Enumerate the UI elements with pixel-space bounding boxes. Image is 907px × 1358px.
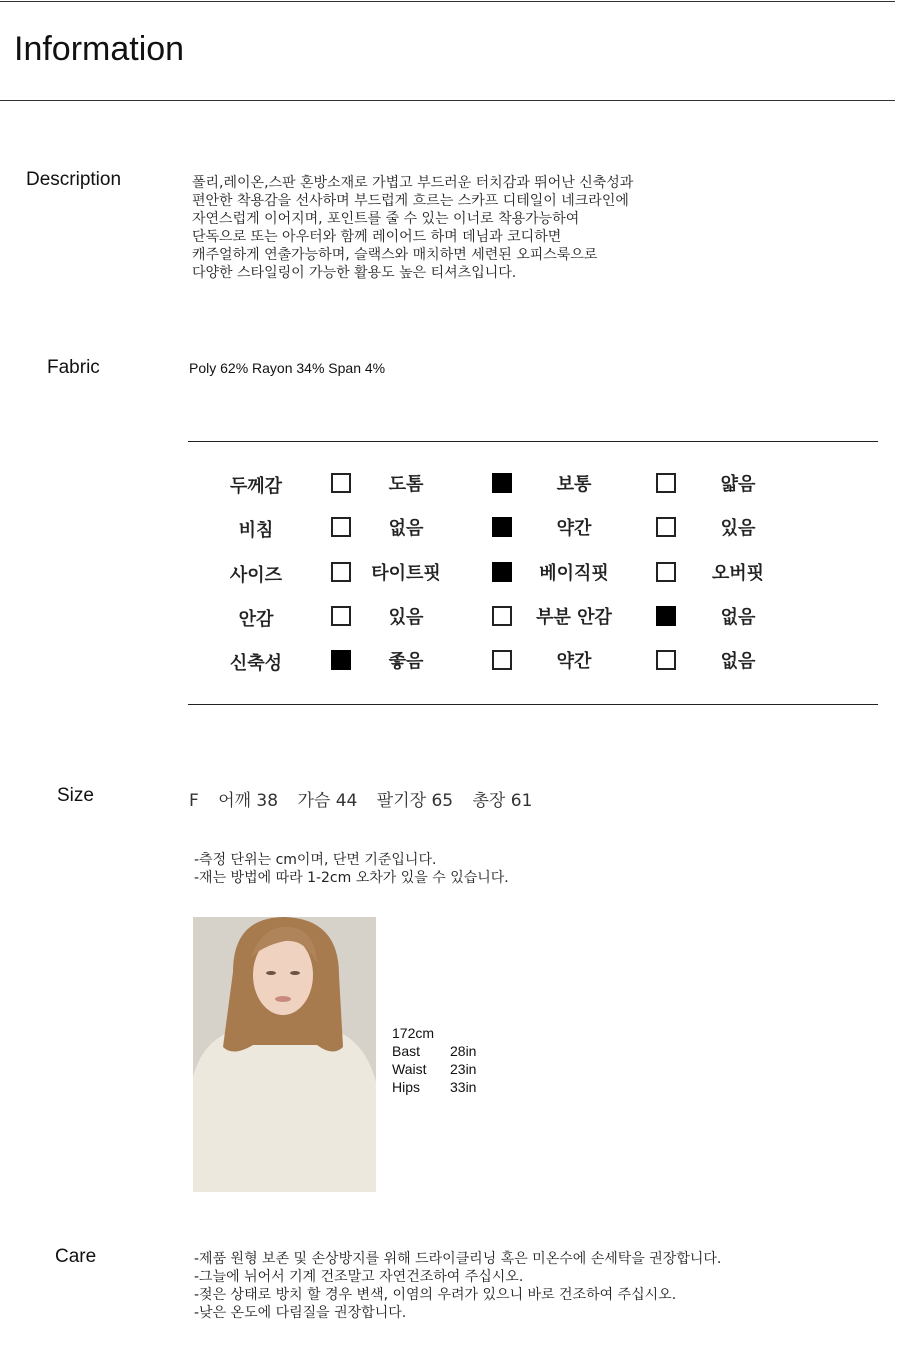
size-item: 총장 61: [472, 791, 533, 811]
page-title: Information: [14, 30, 185, 68]
spec-option-label: 타이트핏: [371, 563, 441, 584]
description-line: 다양한 스타일링이 가능한 활용도 높은 티셔츠입니다.: [192, 265, 517, 281]
spec-option-label: 부분 안감: [536, 607, 612, 628]
model-info: [392, 1024, 476, 1096]
spec-checkbox: [331, 650, 351, 670]
spec-option-label: 없음: [388, 518, 424, 539]
spec-checkbox: [656, 606, 676, 626]
table-bottom-rule: [188, 704, 878, 705]
spec-row-label: 비침: [238, 520, 274, 541]
description-line: 자연스럽게 이어지며, 포인트를 줄 수 있는 이너로 착용가능하여: [192, 211, 580, 227]
spec-checkbox: [492, 606, 512, 626]
spec-checkbox: [492, 517, 512, 537]
care-line: -젖은 상태로 방치 할 경우 변색, 이염의 우려가 있으니 바로 건조하여 주십시오.: [194, 1287, 677, 1303]
size-measurements: [189, 786, 546, 811]
spec-row-label: 사이즈: [229, 565, 283, 586]
spec-option-label: 약간: [556, 518, 592, 539]
spec-row-label: 신축성: [229, 653, 283, 674]
model-bust: Bast 28in: [392, 1043, 477, 1059]
spec-option-label: 얇음: [720, 474, 756, 495]
spec-option-label: 있음: [720, 518, 756, 539]
fabric-label: Fabric: [47, 357, 100, 378]
size-item: 어깨 38: [218, 791, 279, 811]
size-note: -재는 방법에 따라 1-2cm 오차가 있을 수 있습니다.: [194, 870, 509, 886]
spec-checkbox: [331, 562, 351, 582]
model-hips: Hips 33in: [392, 1079, 477, 1095]
header-divider: [0, 100, 895, 101]
spec-option-label: 오버핏: [711, 563, 765, 584]
spec-option-label: 있음: [388, 607, 424, 628]
spec-checkbox: [331, 517, 351, 537]
size-item: 팔기장 65: [376, 791, 454, 811]
spec-checkbox: [656, 562, 676, 582]
spec-option-label: 없음: [720, 607, 756, 628]
model-waist: Waist 23in: [392, 1061, 477, 1077]
size-notes: [194, 851, 509, 887]
spec-option-label: 좋음: [388, 651, 424, 672]
size-note: -측정 단위는 cm이며, 단면 기준입니다.: [194, 852, 437, 868]
spec-checkbox: [492, 562, 512, 582]
table-top-rule: [188, 441, 878, 442]
fabric-value: Poly 62% Rayon 34% Span 4%: [189, 360, 386, 376]
spec-row-label: 안감: [238, 609, 274, 630]
model-illustration: [193, 917, 376, 1192]
spec-checkbox: [656, 473, 676, 493]
spec-checkbox: [331, 606, 351, 626]
spec-checkbox: [656, 517, 676, 537]
spec-checkbox: [656, 650, 676, 670]
description-text: [192, 174, 633, 282]
model-height: 172cm: [392, 1025, 435, 1041]
spec-checkbox: [492, 650, 512, 670]
spec-checkbox: [492, 473, 512, 493]
size-label: Size: [57, 785, 94, 806]
description-line: 폴리,레이온,스판 혼방소재로 가볍고 부드러운 터치감과 뛰어난 신축성과: [192, 175, 634, 191]
description-line: 편안한 착용감을 선사하며 부드럽게 흐르는 스카프 디테일이 네크라인에: [192, 193, 629, 209]
care-line: -그늘에 뉘어서 기계 건조말고 자연건조하여 주십시오.: [194, 1269, 524, 1285]
spec-option-label: 베이직핏: [539, 563, 609, 584]
description-line: 캐주얼하게 연출가능하며, 슬랙스와 매치하면 세련된 오피스룩으로: [192, 247, 598, 263]
spec-checkbox: [331, 473, 351, 493]
description-label: Description: [26, 169, 122, 190]
care-line: -낮은 온도에 다림질을 권장합니다.: [194, 1305, 407, 1321]
spec-option-label: 보통: [556, 474, 592, 495]
spec-option-label: 도톰: [388, 474, 424, 495]
size-item: 가슴 44: [297, 791, 358, 811]
size-item: F: [189, 791, 199, 811]
description-line: 단독으로 또는 아우터와 함께 레이어드 하며 데님과 코디하면: [192, 229, 562, 245]
spec-option-label: 없음: [720, 651, 756, 672]
spec-row-label: 두께감: [229, 476, 283, 497]
top-divider: [0, 1, 895, 2]
spec-option-label: 약간: [556, 651, 592, 672]
care-label: Care: [55, 1246, 97, 1267]
care-line: -제품 원형 보존 및 손상방지를 위해 드라이클리닝 혹은 미온수에 손세탁을 권장합니다.: [194, 1251, 722, 1267]
model-photo: [193, 917, 376, 1192]
care-instructions: [194, 1250, 721, 1322]
